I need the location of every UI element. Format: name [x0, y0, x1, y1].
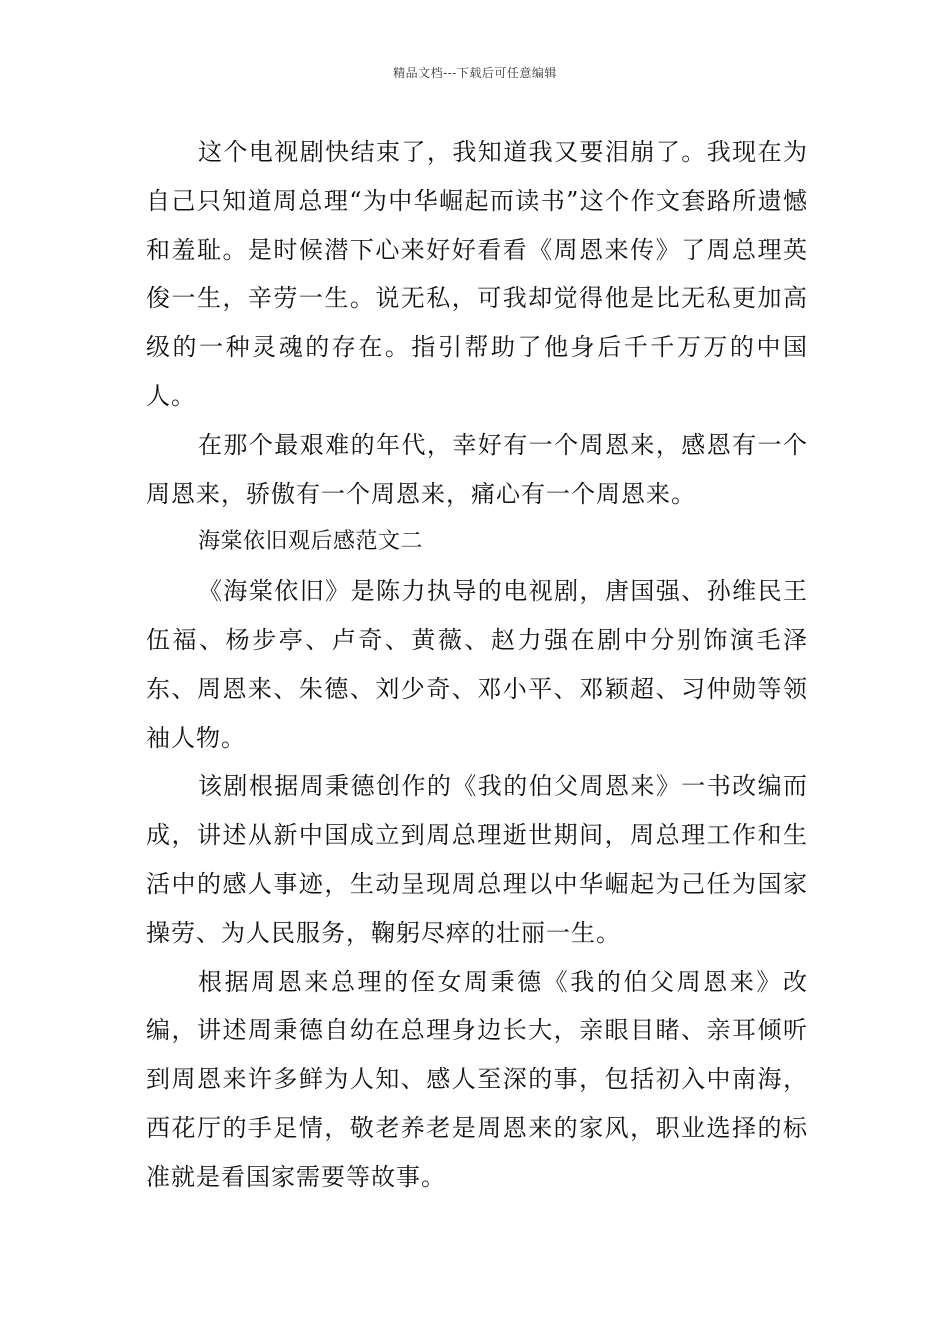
page-header: 精品文档---下载后可任意编辑 [393, 66, 557, 80]
paragraph: 在那个最艰难的年代，幸好有一个周恩来，感恩有一个周恩来，骄傲有一个周恩来，痛心有一个周恩来。 [146, 430, 808, 508]
section-heading: 海棠依旧观后感范文二 [198, 529, 424, 555]
paragraph: 该剧根据周秉德创作的《我的伯父周恩来》一书改编而成，讲述从新中国成立到周总理逝世期间，周总理工作和生活中的感人事迹，生动呈现周总理以中华崛起为己任为国家操劳、为人民服务，鞠躬尽瘁的壮丽一生。 [146, 772, 808, 947]
paragraph: 《海棠依旧》是陈力执导的电视剧，唐国强、孙维民王伍福、杨步亭、卢奇、黄薇、赵力强在剧中分别饰演毛泽东、周恩来、朱德、刘少奇、邓小平、邓颖超、习仲勋等领袖人物。 [146, 577, 808, 752]
paragraph: 这个电视剧快结束了，我知道我又要泪崩了。我现在为自己只知道周总理“为中华崛起而读书”这个作文套路所遗憾和羞耻。是时候潜下心来好好看看《周恩来传》了周总理英俊一生，辛劳一生。说无私，可我却觉得他是比无私更加高级的一种灵魂的存在。指引帮助了他身后千千万万的中国人。 [146, 138, 808, 410]
document-body [146, 128, 808, 1202]
paragraph: 根据周恩来总理的侄女周秉德《我的伯父周恩来》改编，讲述周秉德自幼在总理身边长大，亲眼目睹、亲耳倾听到周恩来许多鲜为人知、感人至深的事，包括初入中南海，西花厅的手足情，敬老养老是周恩来的家风，职业选择的标准就是看国家需要等故事。 [146, 967, 808, 1191]
